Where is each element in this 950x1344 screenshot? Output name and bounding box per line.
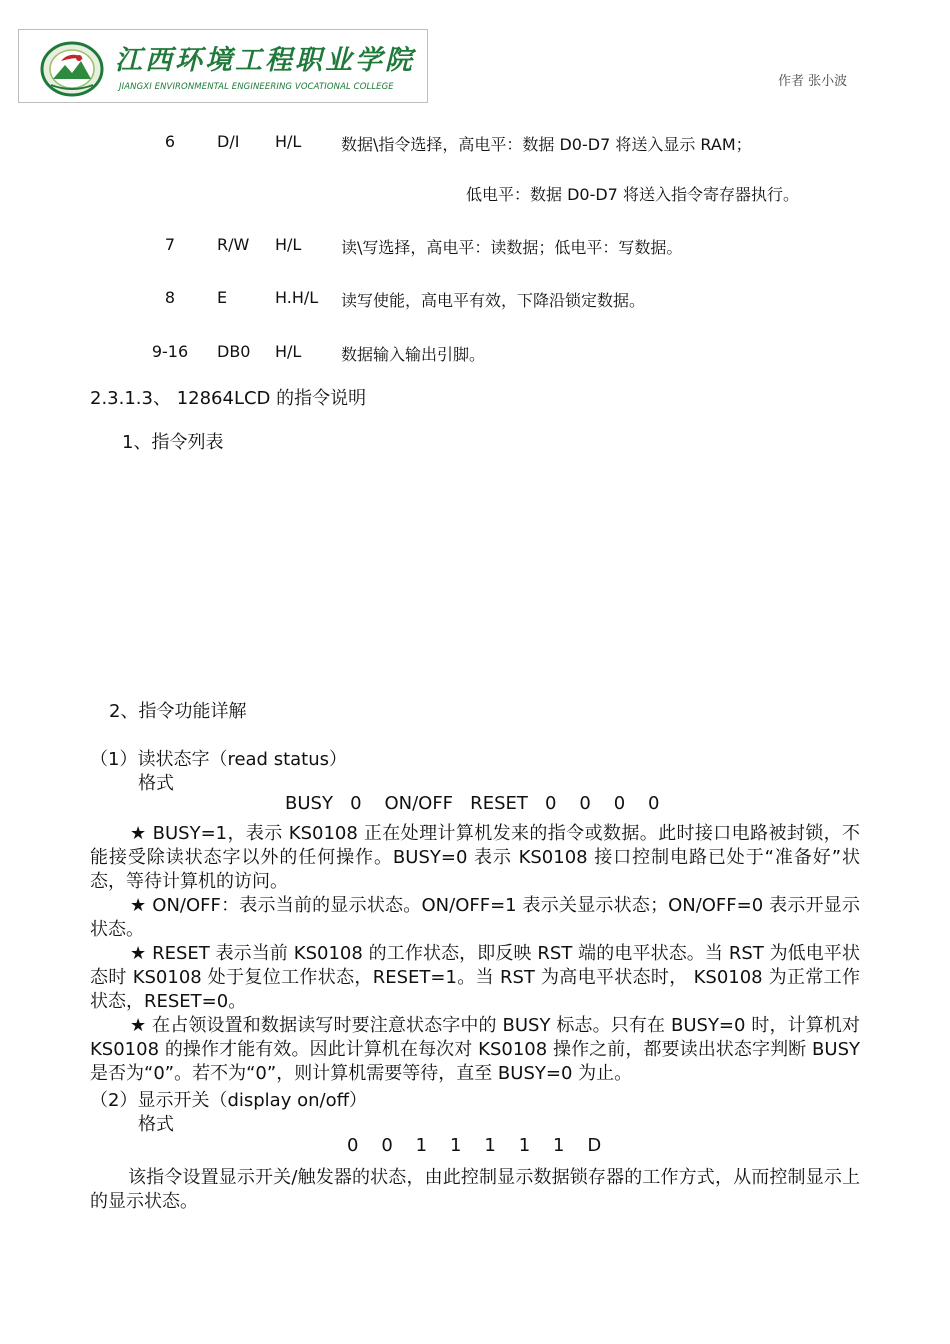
busy-paragraph: ★ BUSY=1，表示 KS0108 正在处理计算机发来的指令或数据。此时接口电路被封锁，不能接受除读状态字以外的任何操作。BUSY=0 表示 KS0108 接口控制电路已处于“准备好”状态，等待计算机的访问。 <box>90 823 860 892</box>
display-onoff-title: （2）显示开关（display on/off） <box>90 1090 367 1111</box>
pin-level: H/L <box>275 235 302 254</box>
pin-number: 7 <box>164 235 176 254</box>
pin-description: 读\写选择，高电平：读数据；低电平：写数据。 <box>341 238 683 257</box>
pin-name: R/W <box>217 235 250 254</box>
pin-description: 数据\指令选择，高电平：数据 D0-D7 将送入显示 RAM； <box>341 135 752 154</box>
read-status-format-bits: BUSY 0 ON/OFF RESET 0 0 0 0 <box>285 793 660 814</box>
busy-check-paragraph: ★ 在占领设置和数据读写时要注意状态字中的 BUSY 标志。只有在 BUSY=0 时，计算机对 KS0108 的操作才能有效。因此计算机在每次对 KS0108 操作之前，都要读出状态字判断 BUSY 是否为“0”。若不为“0”，则计算机需要等待，直至 BUSY=0 为止。 <box>90 1015 860 1084</box>
pin-number: 9-16 <box>151 342 189 361</box>
pin-level: H/L <box>275 132 302 151</box>
pin-description: 数据输入输出引脚。 <box>341 345 486 364</box>
author-label: 作者 张小波 <box>778 74 848 89</box>
logo-english-name: JIANGXI ENVIRONMENTAL ENGINEERING VOCATIONAL COLLEGE <box>119 82 394 92</box>
subsection-instruction-list: 1、指令列表 <box>122 432 224 453</box>
pin-description-continued: 低电平：数据 D0-D7 将送入指令寄存器执行。 <box>466 185 799 204</box>
pin-name: E <box>217 288 228 307</box>
read-status-title: （1）读状态字（read status） <box>90 749 348 770</box>
subsection-instruction-details: 2、指令功能详解 <box>109 701 247 722</box>
pin-number: 8 <box>164 288 176 307</box>
pin-level: H.H/L <box>275 288 319 307</box>
display-onoff-paragraph: 该指令设置显示开关/触发器的状态，由此控制显示数据锁存器的工作方式，从而控制显示上的显示状态。 <box>90 1167 860 1212</box>
display-onoff-format-label: 格式 <box>138 1114 174 1135</box>
college-emblem-icon <box>39 41 105 97</box>
onoff-paragraph: ★ ON/OFF：表示当前的显示状态。ON/OFF=1 表示关显示状态；ON/OFF=0 表示开显示状态。 <box>90 895 860 940</box>
pin-level: H/L <box>275 342 302 361</box>
pin-name: D/I <box>217 132 240 151</box>
logo-chinese-name: 江西环境工程职业学院 <box>115 45 415 76</box>
reset-paragraph: ★ RESET 表示当前 KS0108 的工作状态，即反映 RST 端的电平状态。当 RST 为低电平状态时 KS0108 处于复位工作状态，RESET=1。当 RST 为高电平状态时， KS0108 为正常工作状态，RESET=0。 <box>90 943 860 1012</box>
pin-name: DB0 <box>217 342 251 361</box>
pin-number: 6 <box>164 132 176 151</box>
display-onoff-format-bits: 0 0 1 1 1 1 1 D <box>347 1135 602 1156</box>
college-logo <box>18 29 428 103</box>
pin-description: 读写使能，高电平有效，下降沿锁定数据。 <box>341 291 646 310</box>
read-status-format-label: 格式 <box>138 773 174 794</box>
section-title: 2.3.1.3、 12864LCD 的指令说明 <box>90 388 367 409</box>
